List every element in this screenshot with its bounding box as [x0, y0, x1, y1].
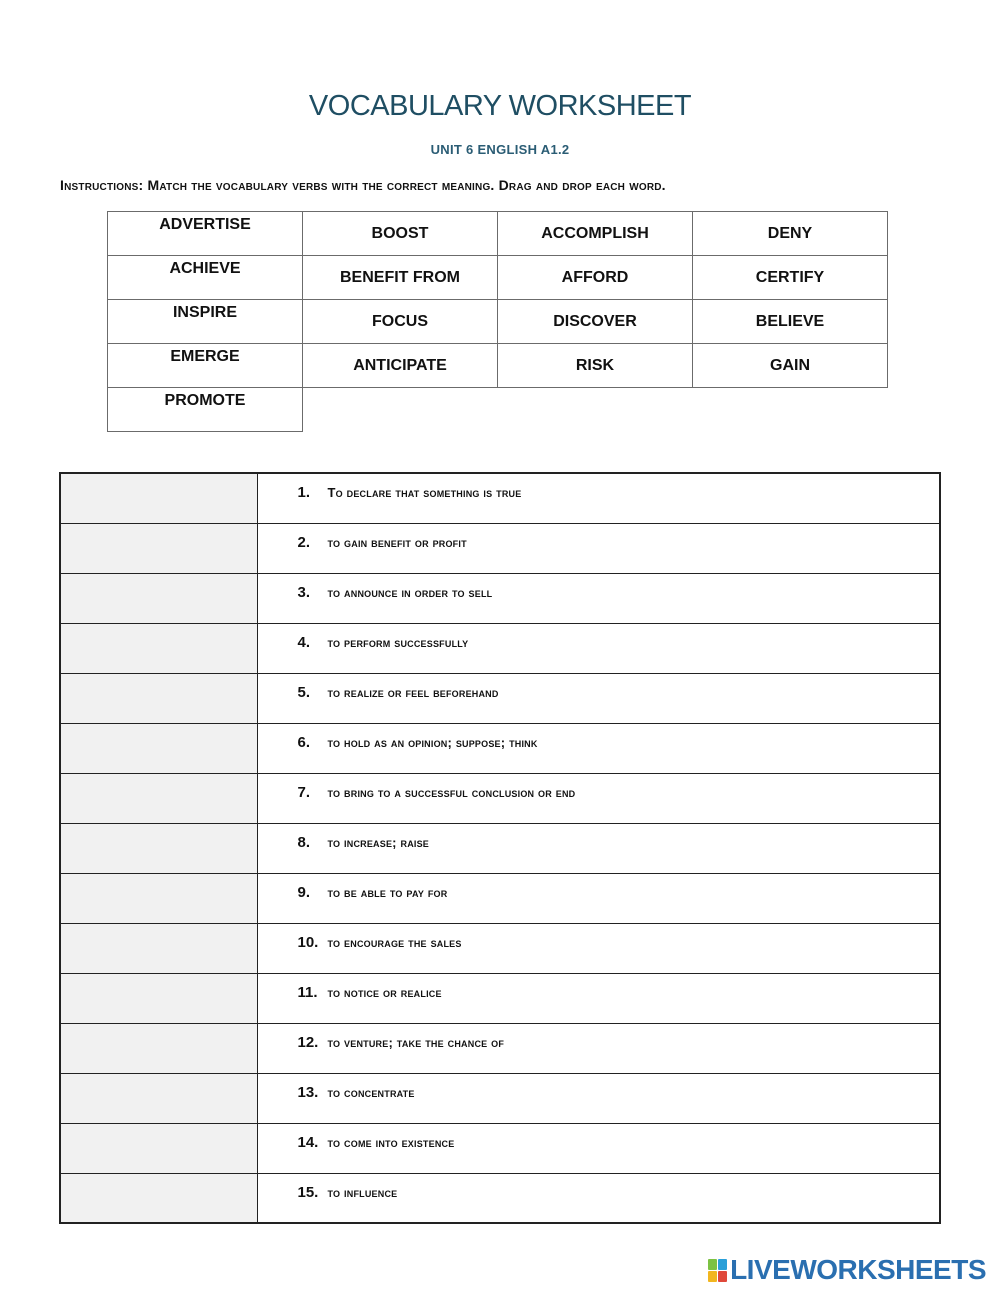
- definition-number: 6.: [297, 733, 311, 751]
- empty-cell: [498, 388, 693, 432]
- definition-number: 13.: [297, 1083, 319, 1101]
- matching-table: [59, 472, 941, 1224]
- word-tile[interactable]: INSPIRE: [108, 300, 303, 344]
- table-row: [60, 473, 940, 523]
- definition-text: to increase; raise: [327, 834, 430, 850]
- definition-number: 9.: [297, 883, 311, 901]
- logo-tile: [708, 1259, 717, 1270]
- answer-drop-zone[interactable]: [60, 823, 257, 873]
- definition-number: 4.: [297, 633, 311, 651]
- table-row: [60, 623, 940, 673]
- table-row: [60, 1023, 940, 1073]
- answer-drop-zone[interactable]: [60, 1023, 257, 1073]
- word-tile[interactable]: ADVERTISE: [108, 212, 303, 256]
- word-tile[interactable]: GAIN: [693, 344, 888, 388]
- definition-text: to hold as an opinion; suppose; think: [327, 734, 538, 750]
- liveworksheets-logo: [708, 1254, 986, 1286]
- answer-drop-zone[interactable]: [60, 573, 257, 623]
- answer-drop-zone[interactable]: [60, 623, 257, 673]
- definition-cell: [257, 923, 940, 973]
- word-bank-row: [108, 300, 888, 344]
- page-title: VOCABULARY WORKSHEET: [308, 90, 692, 122]
- definition-text: To declare that something is true: [327, 485, 522, 500]
- answer-drop-zone[interactable]: [60, 473, 257, 523]
- word-bank: [107, 211, 888, 432]
- definition-number: 11.: [297, 983, 318, 1001]
- empty-cell: [693, 388, 888, 432]
- definition-number: 14.: [297, 1133, 319, 1151]
- word-tile[interactable]: BENEFIT FROM: [303, 256, 498, 300]
- word-tile[interactable]: RISK: [498, 344, 693, 388]
- definition-number: 3.: [297, 583, 311, 601]
- table-row: [60, 1123, 940, 1173]
- definition-text: to venture; take the chance of: [327, 1034, 505, 1050]
- definition-cell: [257, 823, 940, 873]
- answer-drop-zone[interactable]: [60, 523, 257, 573]
- word-bank-row: [108, 256, 888, 300]
- answer-drop-zone[interactable]: [60, 873, 257, 923]
- definition-cell: [257, 623, 940, 673]
- table-row: [60, 873, 940, 923]
- definition-cell: [257, 573, 940, 623]
- definition-cell: [257, 873, 940, 923]
- word-bank-row: [108, 212, 888, 256]
- word-bank-row: [108, 388, 888, 432]
- definition-text: to encourage the sales: [327, 934, 462, 950]
- definition-text: to notice or realice: [327, 984, 442, 1000]
- definition-cell: [257, 723, 940, 773]
- answer-drop-zone[interactable]: [60, 673, 257, 723]
- logo-text: LIVEWORKSHEETS: [730, 1254, 986, 1285]
- definition-number: 12.: [297, 1033, 319, 1051]
- answer-drop-zone[interactable]: [60, 1123, 257, 1173]
- definition-cell: [257, 1123, 940, 1173]
- definition-number: 1.: [297, 484, 311, 501]
- table-row: [60, 673, 940, 723]
- logo-tile: [708, 1271, 717, 1282]
- definition-cell: [257, 523, 940, 573]
- definition-cell: [257, 473, 940, 523]
- definition-text: to realize or feel beforehand: [327, 684, 499, 700]
- logo-mark-icon: [708, 1259, 727, 1282]
- logo-tile: [718, 1271, 727, 1282]
- word-tile[interactable]: BELIEVE: [693, 300, 888, 344]
- empty-cell: [303, 388, 498, 432]
- definition-cell: [257, 1173, 940, 1223]
- definition-number: 5.: [297, 683, 311, 701]
- word-tile[interactable]: FOCUS: [303, 300, 498, 344]
- table-row: [60, 1073, 940, 1123]
- definition-number: 15.: [297, 1183, 319, 1201]
- answer-drop-zone[interactable]: [60, 923, 257, 973]
- definition-text: to influence: [327, 1184, 398, 1200]
- word-tile[interactable]: ACHIEVE: [108, 256, 303, 300]
- table-row: [60, 1173, 940, 1223]
- definition-cell: [257, 773, 940, 823]
- word-tile[interactable]: EMERGE: [108, 344, 303, 388]
- answer-drop-zone[interactable]: [60, 723, 257, 773]
- logo-tile: [718, 1259, 727, 1270]
- definition-cell: [257, 673, 940, 723]
- answer-drop-zone[interactable]: [60, 773, 257, 823]
- definition-number: 10.: [297, 933, 319, 951]
- definition-number: 2.: [297, 533, 311, 551]
- table-row: [60, 823, 940, 873]
- definition-number: 7.: [297, 783, 311, 801]
- definition-text: to perform successfully: [327, 634, 469, 650]
- table-row: [60, 773, 940, 823]
- word-tile[interactable]: AFFORD: [498, 256, 693, 300]
- definition-cell: [257, 1073, 940, 1123]
- word-tile[interactable]: ANTICIPATE: [303, 344, 498, 388]
- definition-cell: [257, 1023, 940, 1073]
- definition-text: to be able to pay for: [327, 884, 448, 900]
- table-row: [60, 923, 940, 973]
- word-tile[interactable]: DISCOVER: [498, 300, 693, 344]
- word-tile[interactable]: ACCOMPLISH: [498, 212, 693, 256]
- page-subtitle: UNIT 6 ENGLISH A1.2: [430, 142, 570, 157]
- table-row: [60, 973, 940, 1023]
- word-tile[interactable]: BOOST: [303, 212, 498, 256]
- definition-text: to come into existence: [327, 1134, 455, 1150]
- word-tile[interactable]: DENY: [693, 212, 888, 256]
- definition-number: 8.: [297, 833, 311, 851]
- answer-drop-zone[interactable]: [60, 1173, 257, 1223]
- word-bank-row: [108, 344, 888, 388]
- definition-text: to concentrate: [327, 1084, 415, 1100]
- definition-text: to announce in order to sell: [327, 584, 493, 600]
- instructions-text: Instructions: Match the vocabulary verbs with the correct meaning. Drag and drop each word.: [60, 177, 666, 193]
- definition-cell: [257, 973, 940, 1023]
- definition-text: to gain benefit or profit: [327, 534, 467, 550]
- answer-drop-zone[interactable]: [60, 973, 257, 1023]
- answer-drop-zone[interactable]: [60, 1073, 257, 1123]
- table-row: [60, 523, 940, 573]
- table-row: [60, 723, 940, 773]
- word-tile[interactable]: CERTIFY: [693, 256, 888, 300]
- table-row: [60, 573, 940, 623]
- word-tile[interactable]: PROMOTE: [108, 388, 303, 432]
- definition-text: to bring to a successful conclusion or end: [327, 784, 576, 800]
